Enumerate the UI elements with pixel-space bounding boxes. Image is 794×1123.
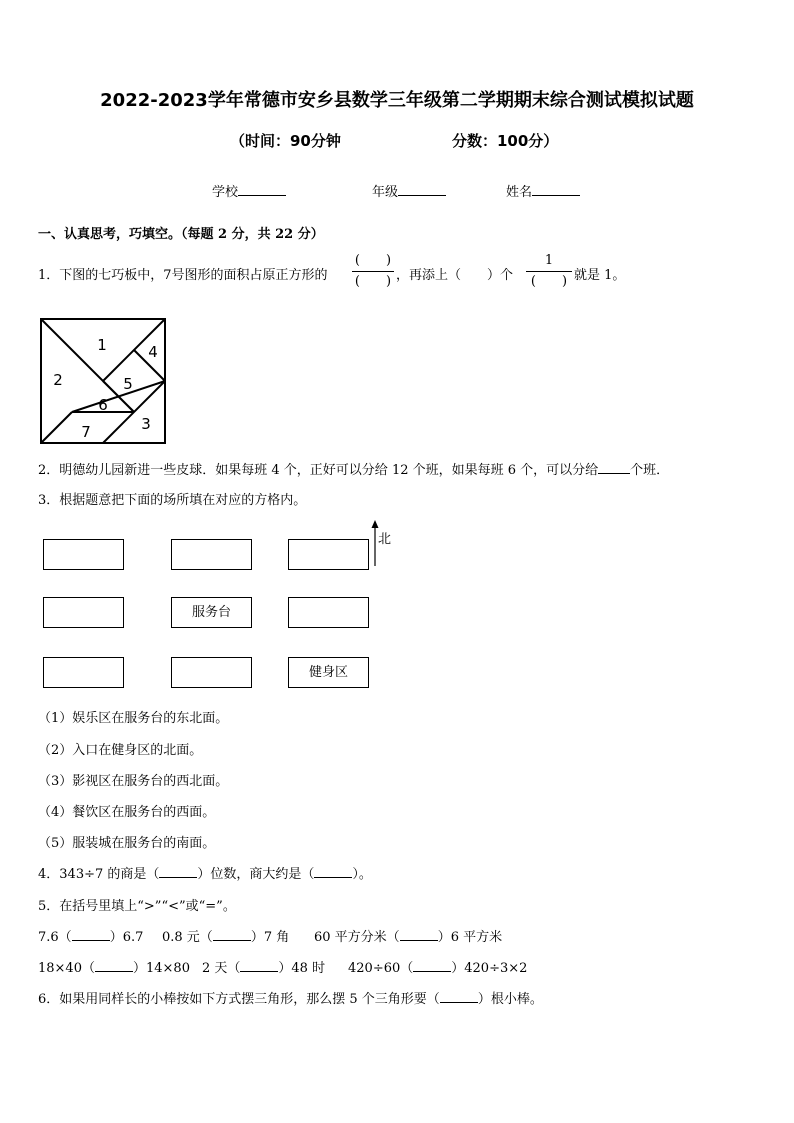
q1-middle: ，再添上（ ）个 xyxy=(396,268,514,283)
grade-field xyxy=(372,181,446,200)
q6-text-b: ）根小棒。 xyxy=(477,992,543,1007)
section-heading: 一、认真思考，巧填空。（每题 2 分，共 22 分） xyxy=(38,227,324,242)
q6-text xyxy=(38,988,543,1007)
q5-blank[interactable] xyxy=(413,960,451,972)
q5-right: ）6 平方米 xyxy=(437,930,503,945)
q5-blank[interactable] xyxy=(240,960,278,972)
q4-blank-1[interactable] xyxy=(159,866,197,878)
q5-right: ）7 角 xyxy=(250,930,290,945)
q5-row1-item1 xyxy=(38,926,143,945)
q2-text xyxy=(38,459,669,478)
grid-box-e[interactable] xyxy=(288,597,369,628)
q5-left: 7.6（ xyxy=(38,930,72,945)
grid-box-n[interactable] xyxy=(171,539,252,570)
page-title: 2022-2023学年常德市安乡县数学三年级第二学期期末综合测试模拟试题 xyxy=(100,90,694,111)
q4-text-c: ）。 xyxy=(352,867,372,882)
school-label: 学校 xyxy=(212,185,239,200)
tangram-label-5: 5 xyxy=(123,375,133,393)
q1-suffix: 就是 1。 xyxy=(574,268,626,283)
q5-left: 18×40（ xyxy=(38,961,95,976)
grid-box-s[interactable] xyxy=(171,657,252,688)
tangram-label-4: 4 xyxy=(148,343,158,361)
tangram-label-7: 7 xyxy=(81,423,91,441)
q2-answer-blank[interactable] xyxy=(598,462,630,474)
grid-box-ne[interactable] xyxy=(288,539,369,570)
q5-left: 420÷60（ xyxy=(348,961,414,976)
q1-unit-numerator: 1 xyxy=(544,253,554,268)
name-blank[interactable] xyxy=(532,184,580,196)
q5-blank[interactable] xyxy=(400,929,438,941)
grade-label: 年级 xyxy=(372,185,399,200)
north-label: 北 xyxy=(378,532,392,547)
q5-right: ）14×80 xyxy=(132,961,190,976)
q3-item-3: （3）影视区在服务台的西北面。 xyxy=(38,774,229,789)
tangram-line xyxy=(41,412,72,443)
q3-item-2: （2）入口在健身区的北面。 xyxy=(38,743,203,758)
q5-row2-item1 xyxy=(38,957,190,976)
q4-text-b: ）位数，商大约是（ xyxy=(197,867,315,882)
q5-row2-item2 xyxy=(202,957,325,976)
q5-left: 0.8 元（ xyxy=(162,930,213,945)
q6-blank[interactable] xyxy=(440,991,478,1003)
q5-blank[interactable] xyxy=(213,929,251,941)
tangram-label-1: 1 xyxy=(97,336,107,354)
q4-text-a: 4．343÷7 的商是（ xyxy=(38,867,160,882)
grid-box-se: 健身区 xyxy=(288,657,369,688)
q4-text xyxy=(38,863,372,882)
grid-box-sw[interactable] xyxy=(43,657,124,688)
grid-box-nw[interactable] xyxy=(43,539,124,570)
tangram-label-2: 2 xyxy=(53,371,63,389)
name-label: 姓名 xyxy=(506,185,533,200)
q5-blank[interactable] xyxy=(95,960,133,972)
q2-text-a: 2．明德幼儿园新进一些皮球．如果每班 4 个，正好可以分给 12 个班，如果每班 6 个，可以分给 xyxy=(38,463,599,478)
q5-text: 5．在括号里填上“>”“<”或“=”。 xyxy=(38,899,236,914)
school-blank[interactable] xyxy=(238,184,286,196)
q5-right: ）6.7 xyxy=(109,930,144,945)
name-field xyxy=(506,181,580,200)
tangram-line xyxy=(72,381,165,412)
q5-row1-item3 xyxy=(314,926,502,945)
q3-text: 3．根据题意把下面的场所填在对应的方格内。 xyxy=(38,493,307,508)
q5-right: ）48 时 xyxy=(278,961,326,976)
grid-box-center: 服务台 xyxy=(171,597,252,628)
q2-text-b: 个班． xyxy=(630,463,670,478)
q1-unit-fraction[interactable] xyxy=(526,251,572,292)
q1-fraction-denominator: ( ) xyxy=(354,274,392,289)
q5-row2-item3 xyxy=(348,957,527,976)
q5-right: ）420÷3×2 xyxy=(451,961,528,976)
q5-left: 60 平方分米（ xyxy=(314,930,400,945)
q5-left: 2 天（ xyxy=(202,961,241,976)
q1-unit-denominator: ( ) xyxy=(530,274,568,289)
tangram-label-6: 6 xyxy=(98,396,108,414)
exam-time: （时间：90分钟 xyxy=(230,132,341,150)
school-field xyxy=(212,181,286,200)
grid-box-w[interactable] xyxy=(43,597,124,628)
q3-item-4: （4）餐饮区在服务台的西面。 xyxy=(38,805,216,820)
exam-score: 分数：100分） xyxy=(452,132,559,150)
q1-fraction-blank[interactable] xyxy=(352,251,394,292)
q1-fraction-numerator: ( ) xyxy=(354,253,392,268)
q3-item-5: （5）服装城在服务台的南面。 xyxy=(38,836,216,851)
q5-blank[interactable] xyxy=(72,929,110,941)
q4-blank-2[interactable] xyxy=(314,866,352,878)
q6-text-a: 6．如果用同样长的小棒按如下方式摆三角形，那么摆 5 个三角形要（ xyxy=(38,992,440,1007)
q3-item-1: （1）娱乐区在服务台的东北面。 xyxy=(38,711,229,726)
q5-row1-item2 xyxy=(162,926,289,945)
q1-prefix: 1．下图的七巧板中，7号图形的面积占原正方形的 xyxy=(38,268,328,283)
tangram-figure xyxy=(40,318,166,444)
tangram-label-3: 3 xyxy=(141,415,151,433)
grade-blank[interactable] xyxy=(398,184,446,196)
